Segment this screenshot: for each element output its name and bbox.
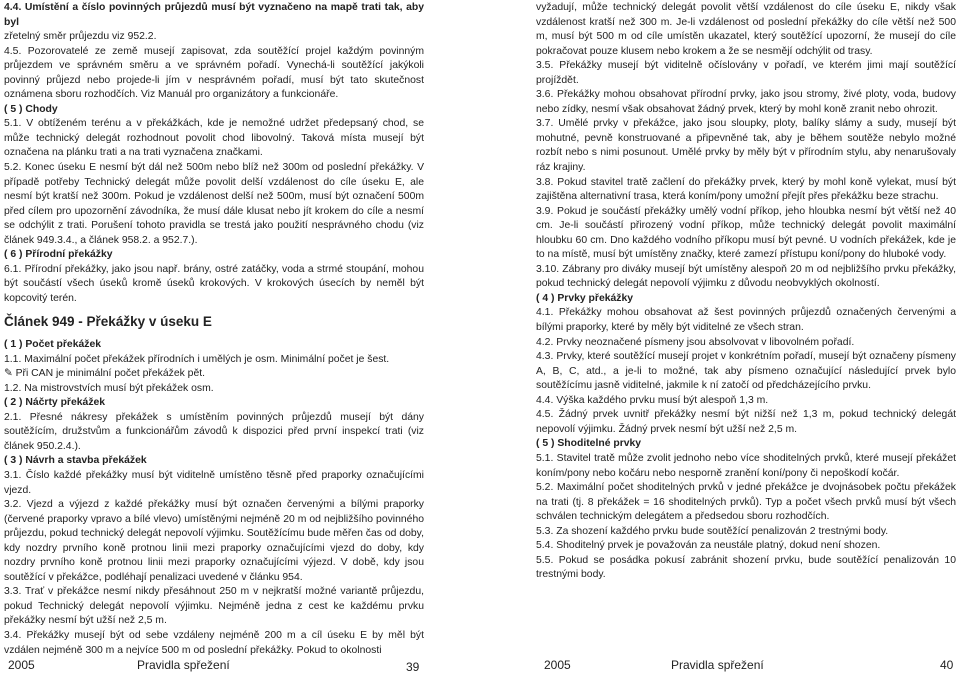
left-footer-year: 2005 xyxy=(8,658,35,672)
paragraph: 5.3. Za shození každého prvku bude soutěžící penalizován 2 trestnými body. xyxy=(536,525,889,537)
right-page xyxy=(480,0,960,676)
paragraph: 3.10. Zábrany pro diváky musejí být umístěny alespoň 20 m od nejbližšího prvku překážky, pokud technický delegát nepovolí výjimku z důvodu neobvyklých okolností. xyxy=(536,263,956,290)
paragraph: 5.1. V obtíženém terénu a v překážkách, kde je nemožné udržet předepsaný chod, se může technický delegát rozhodnout povolit chod libovolný. Taková místa musejí být označena na plánku trati a na trati vyznačena značkami. xyxy=(4,118,424,159)
paragraph: 3.6. Překážky mohou obsahovat přírodní prvky, jako jsou stromy, živé ploty, voda, budovy nebo zídky, nesmí však obsahovat žádný prvek, který by mohl koně zranit nebo ohrozit. xyxy=(536,89,956,115)
paragraph: 4.1. Překážky mohou obsahovat až šest povinných průjezdů označených červenými a bílými praporky, které by měly být viditelné ze všech stran. xyxy=(536,307,956,334)
subsection-heading: ( 3 ) Návrh a stavba překážek xyxy=(4,455,147,467)
paragraph: 3.5. Překážky musejí být viditelně očíslovány v pořadí, ve kterém jimi mají soutěžící projíždět. xyxy=(536,60,956,86)
subsection-heading: ( 2 ) Náčrty překážek xyxy=(4,397,106,409)
subsection-heading: ( 6 ) Přírodní překážky xyxy=(4,249,113,261)
paragraph: 4.5. Žádný prvek uvnitř překážky nesmí být nižší než 1,3 m, pokud technický delegát nepovolí výjimku. Žádný prvek nesmí být užší než 2,5 m. xyxy=(536,409,956,435)
subsection-heading: 4.4. Umístění a číslo povinných průjezdů musí být vyznačeno na mapě trati tak, aby byl xyxy=(4,2,424,28)
paragraph: 3.1. Číslo každé překážky musí být viditelně umístěno těsně před praporky označujícími vjezd. xyxy=(4,469,424,496)
paragraph: 5.4. Shoditelný prvek je považován za neustále platný, dokud není shozen. xyxy=(536,540,881,552)
right-page-number: 40 xyxy=(940,658,954,672)
paragraph: 6.1. Přírodní překážky, jako jsou např. brány, ostré zatáčky, voda a strmé stoupání, mohou být součástí všech úseků kromě úseků krokových. V krokových úsecích by neměl být kopcovitý terén. xyxy=(4,263,424,304)
subsection-heading: ( 5 ) Chody xyxy=(4,103,58,115)
paragraph: vyžadují, může technický delegát povolit větší vzdálenost do cíle úseku E, nikdy však vzdálenost kratší než 300 m. Je-li vzdálenost od poslední překážky do cíle větší než 500 m, musí být 500 m od cíle umístěn ukazatel, který soutěžící upozorní, že musejí do cíle pokračovat pouze klusem nebo krokem a že se nesmějí odchýlit od trasy. xyxy=(536,2,956,57)
left-page-text-column xyxy=(4,1,424,658)
left-footer-title: Pravidla spřežení xyxy=(137,658,230,672)
paragraph: 4.5. Pozorovatelé ze země musejí zapisovat, zda soutěžící projel každým povinným průjezdem ve správném směru a ve správném pořadí. Vynechá-li soutěžící jakýkoli povinný průjezd nebo projede-li jím v nesprávném pořadí, musí být tato skutečnost oznámena sboru rozhodčích. Viz Manuál pro organizátory a funkcionáře. xyxy=(4,45,424,101)
paragraph: 3.8. Pokud stavitel tratě začlení do překážky prvek, který by mohl koně vylekat, musí být zajištěna alternativní trasa, která koním/pony umožní přejít přes překážku beze strachu. xyxy=(536,176,956,203)
paragraph: 5.2. Konec úseku E nesmí být dál než 500m nebo blíž než 300m od poslední překážky. V případě potřeby Technický delegát může povolit delší vzdálenost do cíle úseku E, ale nesmí být kratší než 300m. Pokud je vzdálenost delší než 500m, musí být označení 500m před cílem pro upozornění závodníka, že musí dále klusat nebo jít krokem do cíle a nesmí se odchýlit z trati. Porušení tohoto pravidla se trestá jako použití nesprávného chodu (viz článek 949.3.4., a článek 958.2. a 952.7.). xyxy=(4,162,424,246)
paragraph: ✎ Při CAN je minimální počet překážek pět. xyxy=(4,368,206,380)
paragraph: 3.9. Pokud je součástí překážky umělý vodní příkop, jeho hloubka nesmí být větší než 40 cm. Je-li součástí přirozený vodní příkop, může technický delegát povolit maximální hloubku 60 cm. Dno každého vodního příkopu musí být pevné. U vodních překážek, kde je to na místě, musí být umístěny značky, které zamezí přístupu koní/pony do hluboké vody. xyxy=(536,205,956,261)
paragraph: 3.2. Vjezd a výjezd z každé překážky musí být označen červenými a bílými praporky (červené praporky vpravo a bílé vlevo) umístěnými nejméně 20 m od nejbližšího povinného průjezdu, pokud technický delegát nepovolí výjimku. Soutěžícímu bude měřen čas od doby, kdy nozdry prvního koně protnou linii mezi praporky označujícími vjezd do doby, kdy nozdry prvního koně protnou linii mezi praporky označujícími výjezd. V době, kdy jsou soutěžící v překážce, podléhají penalizaci uvedené v článku 954. xyxy=(4,499,424,583)
paragraph: 4.2. Prvky neoznačené písmeny jsou absolvovat v libovolném pořadí. xyxy=(536,336,855,348)
paragraph: 5.5. Pokud se posádka pokusí zabránit shození prvku, bude soutěžící penalizován 10 trestnými body. xyxy=(536,554,956,581)
paragraph: 3.3. Trať v překážce nesmí nikdy přesáhnout 250 m v nejkratší možné variantě průjezdu, pokud Technický delegát nepovolí výjimku. Nejméně jedna z cest ke každému prvku překážky nesmí být užší než 2,5 m. xyxy=(4,586,424,627)
subsection-heading: ( 4 ) Prvky překážky xyxy=(536,292,634,304)
paragraph: 1.2. Na mistrovstvích musí být překážek osm. xyxy=(4,382,214,394)
left-page-number: 39 xyxy=(406,660,420,674)
section-heading: Článek 949 - Překážky v úseku E xyxy=(4,314,212,330)
paragraph: zřetelný směr průjezdu viz 952.2. xyxy=(4,31,157,43)
paragraph: 3.4. Překážky musejí být od sebe vzdáleny nejméně 200 m a cíl úseku E by měl být vzdálen nejméně 300 m a nejvíce 500 m od poslední překážky. Pokud to okolnosti xyxy=(4,629,424,656)
right-footer-title: Pravidla spřežení xyxy=(671,658,764,672)
paragraph: 2.1. Přesné nákresy překážek s umístěním povinných průjezdů musejí být dány soutěžícím, družstvům a funkcionářům závodů k dispozici před první inspekcí trati (viz článek 950.2.4.). xyxy=(4,411,424,452)
paragraph: 5.2. Maximální počet shoditelných prvků v jedné překážce je dvojnásobek počtu překážek na trati (tj. 8 překážek = 16 shoditelných prvků). Typ a počet všech prvků musí být všech schválen technickým delegátem a předsedou sboru rozhodčích. xyxy=(536,482,956,523)
subsection-heading: ( 1 ) Počet překážek xyxy=(4,339,102,351)
paragraph: 3.7. Umělé prvky v překážce, jako jsou sloupky, ploty, balíky slámy a sudy, musejí být mohutné, pevně konstruované a připevněné tak, aby je během soutěže nebylo možné rozbít nebo s nimi posunout. Umělé prvky by měly být v přírodním stylu, aby nenarušovaly ráz krajiny. xyxy=(536,118,956,174)
paragraph: 4.4. Výška každého prvku musí být alespoň 1,3 m. xyxy=(536,394,769,406)
subsection-heading: ( 5 ) Shoditelné prvky xyxy=(536,438,642,450)
paragraph: 5.1. Stavitel tratě může zvolit jednoho nebo více shoditelných prvků, které musejí překážet koním/pony nebo kočáru nebo nesporně zranění koní/pony či nepoškodí kočár. xyxy=(536,452,956,479)
right-page-text-column xyxy=(536,1,956,583)
right-footer-year: 2005 xyxy=(544,658,571,672)
paragraph: 1.1. Maximální počet překážek přírodních i umělých je osm. Minimální počet je šest. xyxy=(4,353,390,365)
paragraph: 4.3. Prvky, které soutěžící musejí projet v konkrétním pořadí, musejí být označeny písmeny A, B, C, atd., a je-li to možné, tak aby písmeno označující následující prvek bylo soutěžícímu jasně viditelné, jakmile k ní zatočí od předcházejícího prvku. xyxy=(536,351,956,392)
